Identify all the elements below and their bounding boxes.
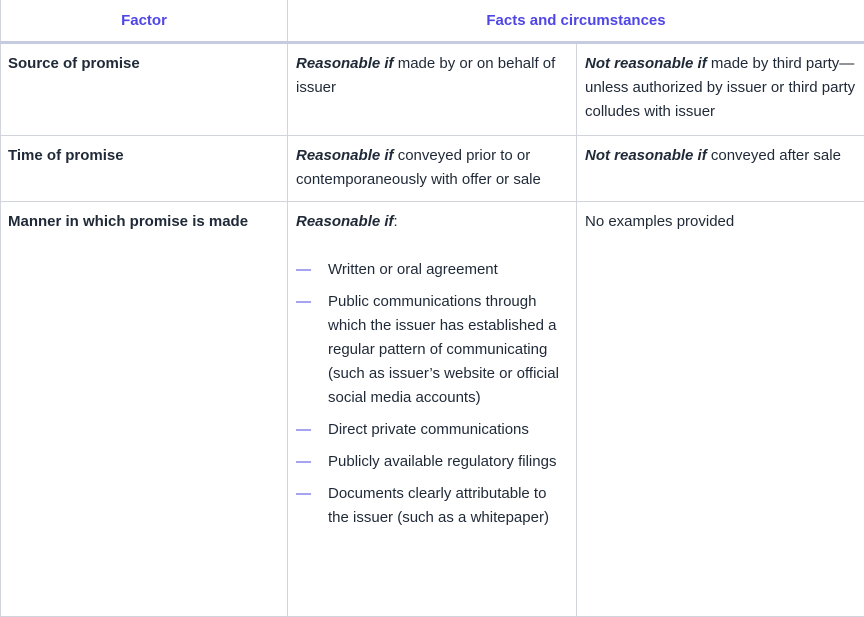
dash-bullet: — bbox=[296, 418, 328, 442]
dash-bullet: — bbox=[296, 290, 328, 410]
reasonable-cell bbox=[288, 202, 577, 617]
factor-cell: Source of promise bbox=[1, 43, 288, 136]
table-row bbox=[1, 202, 864, 617]
reasonable-lead: Reasonable if bbox=[296, 213, 394, 230]
list-item: — Written or oral agreement bbox=[296, 258, 568, 282]
list-item: — Documents clearly attributable to the issuer (such as a whitepaper) bbox=[296, 482, 568, 530]
factor-cell: Time of promise bbox=[1, 136, 288, 202]
reasonable-text: made by or on behalf of issuer bbox=[296, 55, 555, 96]
not-reasonable-text: conveyed after sale bbox=[707, 147, 841, 164]
manner-examples-list bbox=[296, 258, 568, 530]
factor-cell: Manner in which promise is made bbox=[1, 202, 288, 617]
table-row bbox=[1, 43, 864, 136]
not-reasonable-cell bbox=[577, 43, 864, 136]
header-factor: Factor bbox=[1, 0, 288, 43]
table-row bbox=[1, 136, 864, 202]
not-reasonable-lead: Not reasonable if bbox=[585, 147, 707, 164]
not-reasonable-text: made by third party—unless authorized by issuer or third party colludes with issuer bbox=[585, 55, 855, 120]
list-item: — Direct private communications bbox=[296, 418, 568, 442]
dash-bullet: — bbox=[296, 482, 328, 530]
not-reasonable-cell bbox=[577, 202, 864, 617]
reasonable-cell bbox=[288, 136, 577, 202]
table-header-row bbox=[1, 0, 864, 43]
reasonable-cell bbox=[288, 43, 577, 136]
reasonable-text: conveyed prior to or contemporaneously with offer or sale bbox=[296, 147, 541, 188]
header-facts-and-circumstances: Facts and circumstances bbox=[288, 0, 864, 43]
reasonable-lead: Reasonable if bbox=[296, 55, 394, 72]
not-reasonable-text: No examples provided bbox=[585, 213, 734, 230]
reasonable-suffix: : bbox=[394, 213, 398, 230]
list-item: — Publicly available regulatory filings bbox=[296, 450, 568, 474]
reasonable-lead: Reasonable if bbox=[296, 147, 394, 164]
not-reasonable-cell bbox=[577, 136, 864, 202]
list-item: — Public communications through which the issuer has established a regular pattern of communicating (such as issuer’s website or official social media accounts) bbox=[296, 290, 568, 410]
dash-bullet: — bbox=[296, 258, 328, 282]
dash-bullet: — bbox=[296, 450, 328, 474]
not-reasonable-lead: Not reasonable if bbox=[585, 55, 707, 72]
